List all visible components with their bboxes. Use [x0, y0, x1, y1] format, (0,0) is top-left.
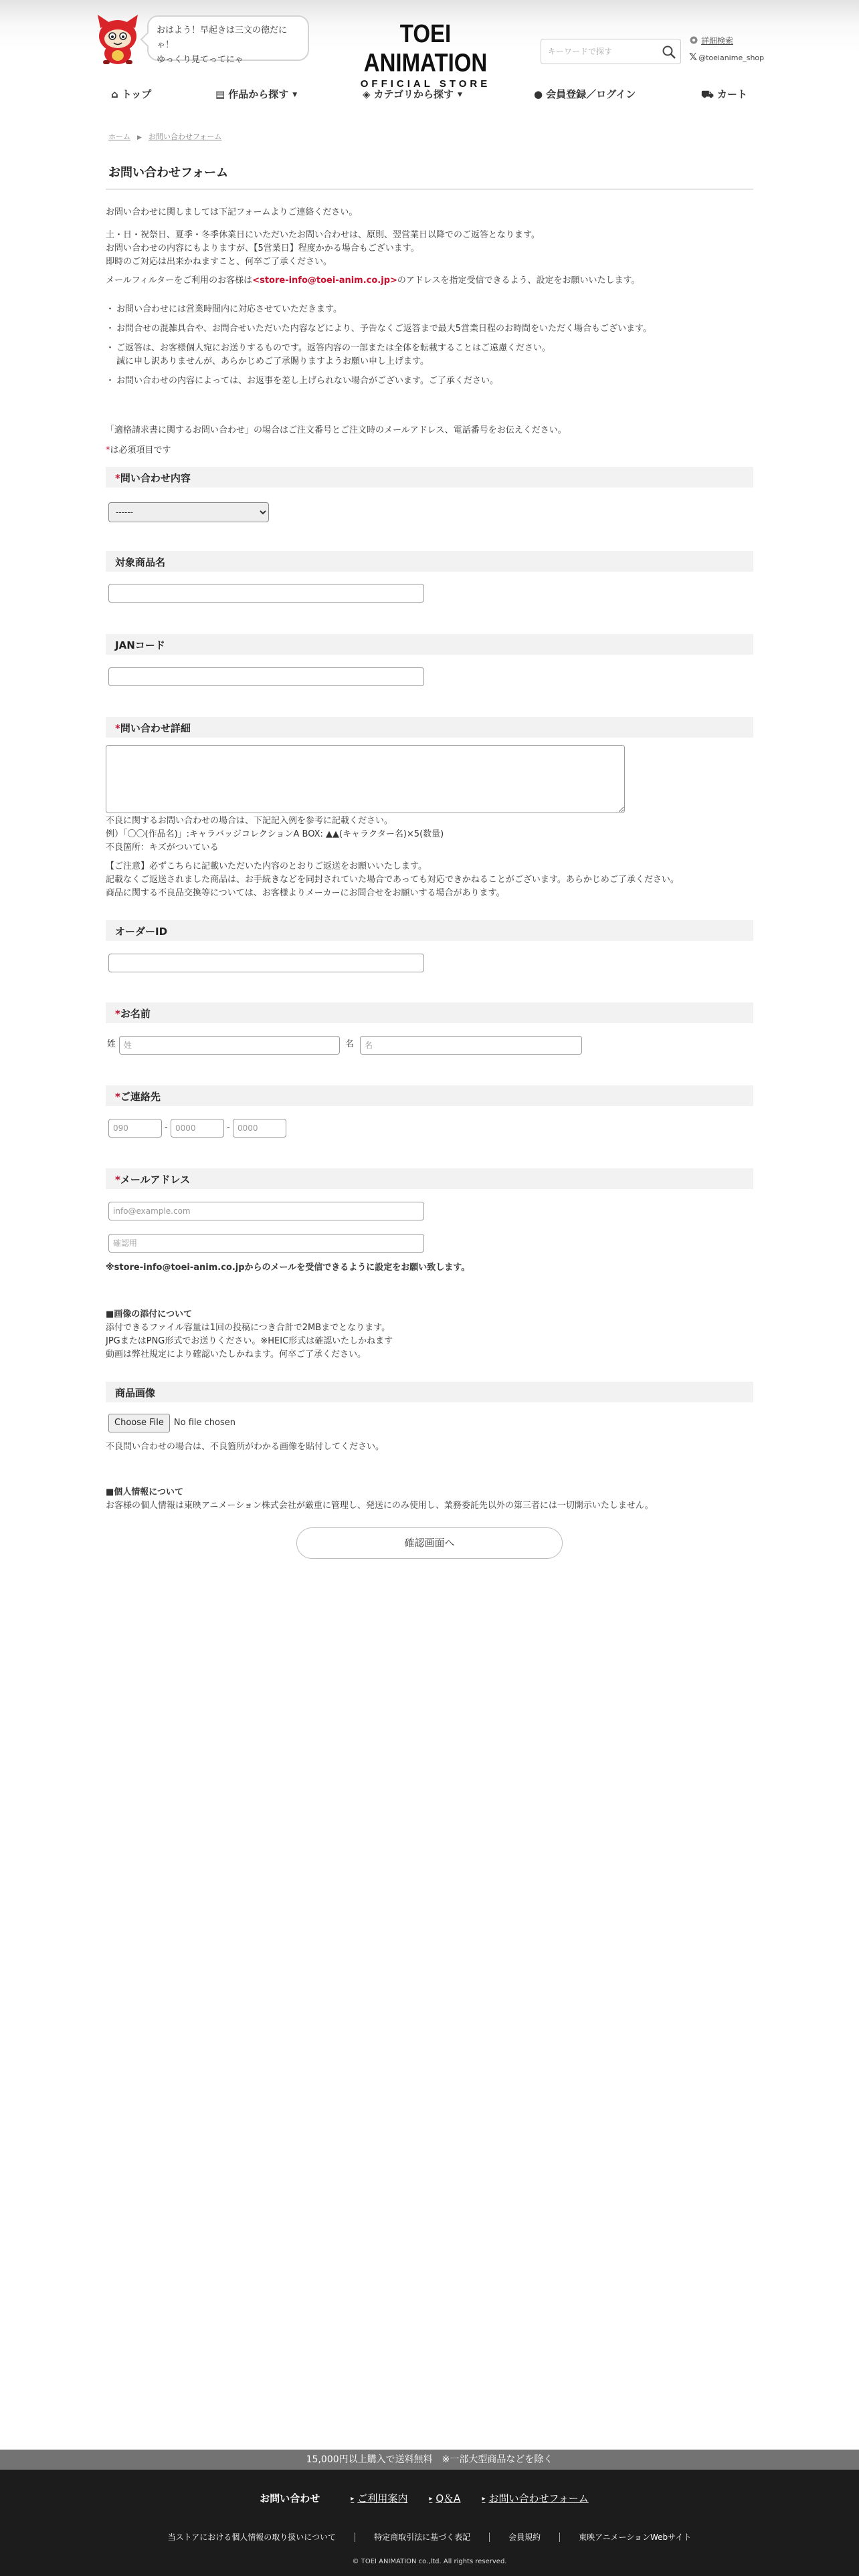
inquiry-detail-textarea[interactable]: [106, 745, 625, 813]
phone-separator: -: [227, 1123, 230, 1133]
logo-sub-text: OFFICIAL STORE: [360, 78, 491, 90]
invoice-note: 「適格請求書に関するお問い合わせ」の場合はご注文番号とご注文時のメールアドレス、電話番号をお伝えください。: [106, 425, 567, 435]
intro-p2a: 土・日・祝祭日、夏季・冬季休業日にいただいたお問い合わせは、原則、翌営業日以降でのご返答となります。: [106, 230, 540, 240]
required-mark: *: [106, 445, 110, 455]
mascot-icon: [94, 13, 142, 66]
x-handle: @toeianime_shop: [698, 53, 765, 62]
attachment-title: ■画像の添付について: [106, 1309, 193, 1319]
greeting-line2: ゆっくり見てってにゃ: [157, 55, 244, 65]
breadcrumb-home[interactable]: ホーム: [108, 132, 130, 141]
product-name-label: 対象商品名: [115, 556, 166, 568]
cart-icon: ⛟: [701, 88, 714, 100]
email-note: ※store-info@toei-anim.co.jpからのメールを受信できるように設定をお願い致します。: [106, 1263, 470, 1273]
attachment-info: [106, 1308, 753, 1362]
nav-categories-label: カテゴリから探す: [373, 88, 454, 100]
phone-part1-input[interactable]: [108, 1119, 162, 1138]
note-item: ・ ご返答は、お客様個人宛にお送りするものです。返答内容の一部または全体を転載することはご遠慮ください。 誠に申し訳ありませんが、あらかじめご了承賜りますようお願い申し上げます。: [106, 342, 753, 368]
note-item: ・ お問い合わせには営業時間内に対応させていただきます。: [106, 303, 753, 316]
store-email: <store-info@toei-anim.co.jp>: [252, 276, 397, 286]
mail-filter-after: のアドレスを指定受信できるよう、設定をお願いいたします。: [397, 276, 640, 286]
choose-file-button[interactable]: Choose File: [108, 1414, 170, 1432]
advanced-search-label: 詳細検索: [701, 36, 734, 45]
attachment-line2: JPGまたはPNG形式でお送りください。※HEIC形式は確認いたしかねます: [106, 1336, 393, 1346]
greeting-bubble: [147, 15, 309, 65]
footer-link-terms[interactable]: 会員規約: [489, 2533, 559, 2542]
gear-icon: [689, 35, 698, 45]
mail-filter-before: メールフィルターをご利用のお客様は: [106, 276, 253, 286]
site-footer: [0, 2470, 859, 2576]
intro-mail-filter: [106, 274, 753, 288]
inquiry-type-label: 問い合わせ内容: [120, 472, 191, 484]
phone-separator: -: [165, 1123, 168, 1133]
home-icon: ⌂: [111, 88, 118, 100]
privacy-title: ■個人情報について: [106, 1487, 184, 1497]
footer-link-toei-site[interactable]: 東映アニメーションWebサイト: [559, 2533, 710, 2542]
phone-label: ご連絡先: [120, 1091, 161, 1103]
page-title: お問い合わせフォーム: [106, 160, 753, 190]
breadcrumb: [108, 131, 221, 142]
privacy-info: [106, 1486, 753, 1513]
nav-account-label: 会員登録／ログイン: [546, 88, 636, 100]
breadcrumb-current[interactable]: お問い合わせフォーム: [148, 132, 222, 141]
tag-icon: ◈: [363, 88, 371, 100]
greeting-line1: おはよう！早起きは三文の徳だにゃ！: [157, 25, 288, 50]
section-product-image: [106, 1382, 753, 1402]
inquiry-detail-label: 問い合わせ詳細: [120, 722, 191, 734]
nav-account[interactable]: [534, 87, 636, 101]
intro-p2b: お問い合わせの内容にもよりますが、【5営業日】程度かかる場合もございます。: [106, 243, 419, 253]
last-name-label: 姓: [107, 1039, 116, 1049]
main-nav: [0, 82, 859, 108]
x-account-link[interactable]: [689, 51, 764, 63]
section-inquiry-type: [106, 467, 753, 488]
order-id-label: オーダーID: [115, 926, 168, 938]
footer-link-tokutei[interactable]: 特定商取引法に基づく表記: [355, 2533, 489, 2542]
section-email: [106, 1168, 753, 1189]
jan-code-input[interactable]: [108, 667, 424, 686]
jan-code-label: JANコード: [115, 639, 165, 651]
detail-note3: 不良箇所：キズがついている: [106, 843, 219, 853]
product-image-label: 商品画像: [115, 1387, 156, 1399]
file-upload: [108, 1414, 235, 1432]
section-product-name: [106, 551, 753, 572]
required-legend: [106, 444, 753, 457]
advanced-search-link[interactable]: [689, 35, 733, 46]
nav-cart-label: カート: [717, 88, 747, 100]
confirm-button[interactable]: 確認画面へ: [296, 1527, 563, 1559]
phone-part2-input[interactable]: [171, 1119, 224, 1138]
footer-link-privacy[interactable]: 当ストアにおける個人情報の取り扱いについて: [167, 2533, 337, 2542]
search-box: [541, 39, 681, 64]
footer-link-contact[interactable]: ▸ お問い合わせフォーム: [482, 2492, 588, 2504]
required-mark: *: [115, 1008, 120, 1020]
main-content: [106, 160, 753, 1511]
product-image-note: 不良問い合わせの場合は、不良箇所がわかる画像を貼付してください。: [106, 1442, 385, 1452]
nav-top-label: トップ: [121, 88, 152, 100]
section-phone: [106, 1085, 753, 1106]
intro-p2c: 即時のご対応は出来かねますこと、何卒ご了承ください。: [106, 257, 332, 267]
search-input[interactable]: [541, 39, 655, 64]
first-name-label: 名: [345, 1039, 355, 1049]
site-logo[interactable]: [347, 19, 504, 90]
privacy-text: お客様の個人情報は東映アニメーション株式会社が厳重に管理し、発送にのみ使用し、業務委託先以外の第三者には一切開示いたしません。: [106, 1501, 654, 1511]
book-icon: ▤: [215, 88, 225, 100]
inquiry-type-select[interactable]: [108, 502, 269, 522]
note-item: ・ お問合せの混雑具合や、お問合せいただいた内容などにより、予告なくご返答まで最大5営業日程のお時間をいただく場合もございます。: [106, 322, 753, 336]
footer-primary-links: [0, 2491, 859, 2505]
attachment-line1: 添付できるファイル容量は1回の投稿につき合計で2MBまでとなります。: [106, 1323, 391, 1333]
chevron-down-icon: ▼: [457, 92, 462, 98]
first-name-input[interactable]: [360, 1036, 582, 1055]
name-label: お名前: [120, 1008, 151, 1020]
section-inquiry-detail: [106, 717, 753, 738]
detail-note6: 商品に関する不良品交換等については、お客様よりメーカーにお問合せをお願いする場合があります。: [106, 888, 505, 898]
detail-note1: 不良に関するお問い合わせの場合は、下記記入例を参考に記載ください。: [106, 816, 393, 826]
shipping-banner: 15,000円以上購入で送料無料 ※一部大型商品などを除く: [0, 2450, 859, 2470]
section-order-id: [106, 920, 753, 941]
inquiry-detail-notes: [106, 815, 753, 900]
intro-hours: [106, 229, 753, 269]
nav-categories[interactable]: [363, 87, 462, 101]
email-confirm-input[interactable]: [108, 1234, 424, 1253]
notes-list: [106, 303, 753, 394]
section-name: [106, 1002, 753, 1023]
intro-text: [106, 206, 753, 219]
product-name-input[interactable]: [108, 584, 424, 603]
search-icon[interactable]: [662, 45, 676, 60]
x-logo-icon: 𝕏: [689, 51, 698, 63]
footer-link-guide[interactable]: ▸ ご利用案内: [351, 2492, 407, 2504]
attachment-line3: 動画は弊社規定により確認いたしかねます。何卒ご了承ください。: [106, 1350, 366, 1360]
section-jan-code: [106, 634, 753, 655]
note-item: ・ お問い合わせの内容によっては、お返事を差し上げられない場合がございます。ご了承ください。: [106, 374, 753, 388]
footer-lead: お問い合わせ: [260, 2492, 320, 2504]
email-input[interactable]: [108, 1202, 424, 1220]
user-icon: ●: [534, 88, 543, 100]
detail-note4: 【ご注意】必ずこちらに記載いただいた内容のとおりご返送をお願いいたします。: [106, 861, 427, 871]
copyright: © TOEI ANIMATION co.,ltd. All rights reserved.: [352, 2558, 507, 2565]
last-name-input[interactable]: [119, 1036, 340, 1055]
file-status: No file chosen: [173, 1418, 235, 1428]
order-id-input[interactable]: [108, 954, 424, 972]
chevron-down-icon: ▼: [292, 92, 298, 98]
footer-link-qa[interactable]: ▸ Q＆A: [429, 2492, 460, 2504]
detail-note2: 例）「〇〇(作品名)」:キャラバッジコレクションA BOX: ▲▲(キャラクター名)×5(数量): [106, 829, 444, 839]
footer-secondary-links: [0, 2531, 859, 2543]
site-header: [0, 0, 859, 110]
nav-products-label: 作品から探す: [228, 88, 289, 100]
required-mark: *: [115, 1091, 120, 1103]
required-mark: *: [115, 722, 120, 734]
nav-products[interactable]: [215, 87, 297, 101]
detail-note5: 記載なくご返送されました商品は、お手続きなどを同封されていた場合であっても対応できかねることがございます。あらかじめご了承ください。: [106, 875, 679, 885]
required-mark: *: [115, 472, 120, 484]
required-mark: *: [115, 1174, 120, 1186]
phone-part3-input[interactable]: [233, 1119, 286, 1138]
logo-main-text: TOEI ANIMATION: [363, 19, 488, 77]
email-label: メールアドレス: [120, 1174, 191, 1186]
intro-p1: お問い合わせに関しましては下記フォームよりご連絡ください。: [106, 207, 358, 217]
nav-top[interactable]: [111, 87, 151, 101]
chevron-right-icon: ▶: [137, 134, 142, 141]
required-text: は必須項目です: [110, 445, 171, 455]
nav-cart[interactable]: [701, 87, 747, 102]
